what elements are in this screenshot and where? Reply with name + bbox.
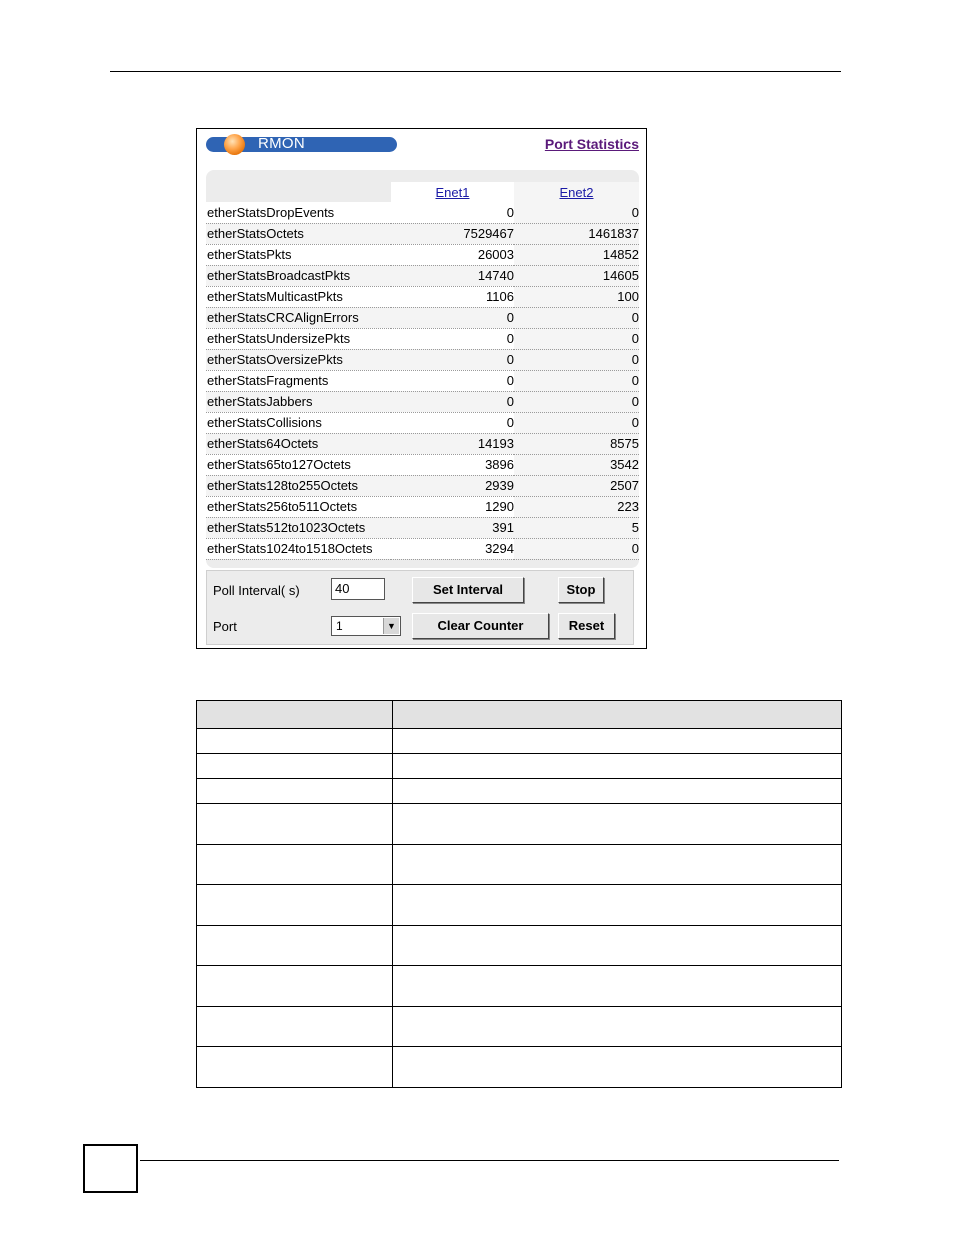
- stat-name: etherStatsOversizePkts: [206, 349, 391, 370]
- stat-name: etherStats128to255Octets: [206, 475, 391, 496]
- doc-cell-description: [393, 966, 842, 1007]
- doc-header-cell-label: [197, 701, 393, 729]
- poll-interval-input[interactable]: 40: [331, 578, 385, 600]
- doc-row: [197, 845, 842, 885]
- doc-cell-label: [197, 845, 393, 885]
- enet1-value: 2939: [391, 475, 514, 496]
- stats-row: [206, 328, 639, 349]
- enet2-value: 0: [514, 391, 639, 412]
- enet1-value: 391: [391, 517, 514, 538]
- port-select-value: 1: [336, 619, 343, 633]
- enet1-value: 26003: [391, 244, 514, 265]
- doc-cell-label: [197, 966, 393, 1007]
- stat-name: etherStatsUndersizePkts: [206, 328, 391, 349]
- enet1-value: 3294: [391, 538, 514, 559]
- stats-header-blank: [206, 182, 391, 202]
- enet2-value: 5: [514, 517, 639, 538]
- stats-row: [206, 349, 639, 370]
- stats-row: [206, 475, 639, 496]
- stats-row: [206, 538, 639, 559]
- doc-cell-label: [197, 804, 393, 845]
- doc-cell-description: [393, 926, 842, 966]
- doc-cell-description: [393, 1007, 842, 1047]
- doc-cell-description: [393, 779, 842, 804]
- doc-header-cell-description: [393, 701, 842, 729]
- column-header-enet2[interactable]: Enet2: [514, 182, 639, 202]
- enet2-value: 2507: [514, 475, 639, 496]
- stats-row: [206, 496, 639, 517]
- enet1-value: 1106: [391, 286, 514, 307]
- enet1-value: 0: [391, 202, 514, 223]
- doc-cell-label: [197, 729, 393, 754]
- port-statistics-link[interactable]: Port Statistics: [544, 136, 639, 152]
- doc-row: [197, 1007, 842, 1047]
- doc-row: [197, 779, 842, 804]
- set-interval-button[interactable]: Set Interval: [412, 577, 524, 603]
- stats-row: [206, 202, 639, 223]
- enet1-value: 0: [391, 349, 514, 370]
- doc-cell-description: [393, 729, 842, 754]
- port-select[interactable]: [331, 616, 401, 636]
- stat-name: etherStatsCRCAlignErrors: [206, 307, 391, 328]
- doc-cell-label: [197, 1007, 393, 1047]
- stat-name: etherStatsOctets: [206, 223, 391, 244]
- orb-icon: [224, 134, 245, 155]
- enet1-value: 3896: [391, 454, 514, 475]
- clear-counter-button[interactable]: Clear Counter: [412, 613, 549, 639]
- doc-cell-label: [197, 885, 393, 926]
- page-number-box: [83, 1144, 138, 1193]
- stat-name: etherStatsDropEvents: [206, 202, 391, 223]
- doc-cell-description: [393, 754, 842, 779]
- doc-cell-label: [197, 779, 393, 804]
- stat-name: etherStatsFragments: [206, 370, 391, 391]
- doc-cell-description: [393, 804, 842, 845]
- stats-row: [206, 391, 639, 412]
- enet2-value: 100: [514, 286, 639, 307]
- reset-button[interactable]: Reset: [558, 613, 615, 639]
- doc-cell-label: [197, 754, 393, 779]
- doc-header-row: [197, 701, 842, 729]
- doc-row: [197, 1047, 842, 1088]
- poll-interval-label: Poll Interval( s): [213, 583, 300, 598]
- enet2-value: 0: [514, 202, 639, 223]
- enet1-value: 7529467: [391, 223, 514, 244]
- stats-row: [206, 223, 639, 244]
- stat-name: etherStats512to1023Octets: [206, 517, 391, 538]
- stat-name: etherStats1024to1518Octets: [206, 538, 391, 559]
- stats-row: [206, 307, 639, 328]
- enet1-value: 14740: [391, 265, 514, 286]
- doc-row: [197, 754, 842, 779]
- stat-name: etherStatsMulticastPkts: [206, 286, 391, 307]
- chevron-down-icon[interactable]: ▼: [383, 618, 399, 634]
- rmon-title: RMON: [258, 135, 306, 152]
- stats-row: [206, 517, 639, 538]
- description-table: [196, 700, 842, 1088]
- enet1-value: 0: [391, 412, 514, 433]
- footer-rule: [140, 1160, 839, 1161]
- stats-row: [206, 454, 639, 475]
- enet1-value: 1290: [391, 496, 514, 517]
- stats-row: [206, 412, 639, 433]
- enet2-value: 14605: [514, 265, 639, 286]
- doc-cell-label: [197, 1047, 393, 1088]
- doc-cell-label: [197, 926, 393, 966]
- enet1-value: 0: [391, 391, 514, 412]
- rmon-panel: [196, 128, 647, 649]
- doc-cell-description: [393, 845, 842, 885]
- doc-cell-description: [393, 1047, 842, 1088]
- enet2-value: 0: [514, 349, 639, 370]
- enet2-value: 8575: [514, 433, 639, 454]
- stats-row: [206, 265, 639, 286]
- stat-name: etherStatsCollisions: [206, 412, 391, 433]
- enet2-value: 0: [514, 538, 639, 559]
- doc-row: [197, 729, 842, 754]
- enet2-value: 0: [514, 307, 639, 328]
- stats-row: [206, 370, 639, 391]
- port-label: Port: [213, 619, 237, 634]
- enet2-value: 14852: [514, 244, 639, 265]
- stop-button[interactable]: Stop: [558, 577, 604, 603]
- enet2-value: 1461837: [514, 223, 639, 244]
- stats-row: [206, 286, 639, 307]
- enet1-value: 0: [391, 370, 514, 391]
- doc-row: [197, 804, 842, 845]
- doc-row: [197, 885, 842, 926]
- header-rule: [110, 71, 841, 72]
- rmon-title-bar: [206, 137, 397, 152]
- stats-header-row: [206, 182, 639, 202]
- enet1-value: 0: [391, 328, 514, 349]
- stats-row: [206, 244, 639, 265]
- enet2-value: 0: [514, 370, 639, 391]
- stat-name: etherStats256to511Octets: [206, 496, 391, 517]
- stat-name: etherStats65to127Octets: [206, 454, 391, 475]
- column-header-enet1[interactable]: Enet1: [391, 182, 514, 202]
- enet2-value: 0: [514, 328, 639, 349]
- stat-name: etherStatsPkts: [206, 244, 391, 265]
- doc-row: [197, 966, 842, 1007]
- stat-name: etherStats64Octets: [206, 433, 391, 454]
- stat-name: etherStatsJabbers: [206, 391, 391, 412]
- doc-cell-description: [393, 885, 842, 926]
- controls-area: [206, 570, 634, 645]
- enet2-value: 223: [514, 496, 639, 517]
- enet2-value: 3542: [514, 454, 639, 475]
- port-statistics-table: [206, 182, 639, 560]
- enet1-value: 0: [391, 307, 514, 328]
- enet2-value: 0: [514, 412, 639, 433]
- stat-name: etherStatsBroadcastPkts: [206, 265, 391, 286]
- doc-row: [197, 926, 842, 966]
- enet1-value: 14193: [391, 433, 514, 454]
- stats-row: [206, 433, 639, 454]
